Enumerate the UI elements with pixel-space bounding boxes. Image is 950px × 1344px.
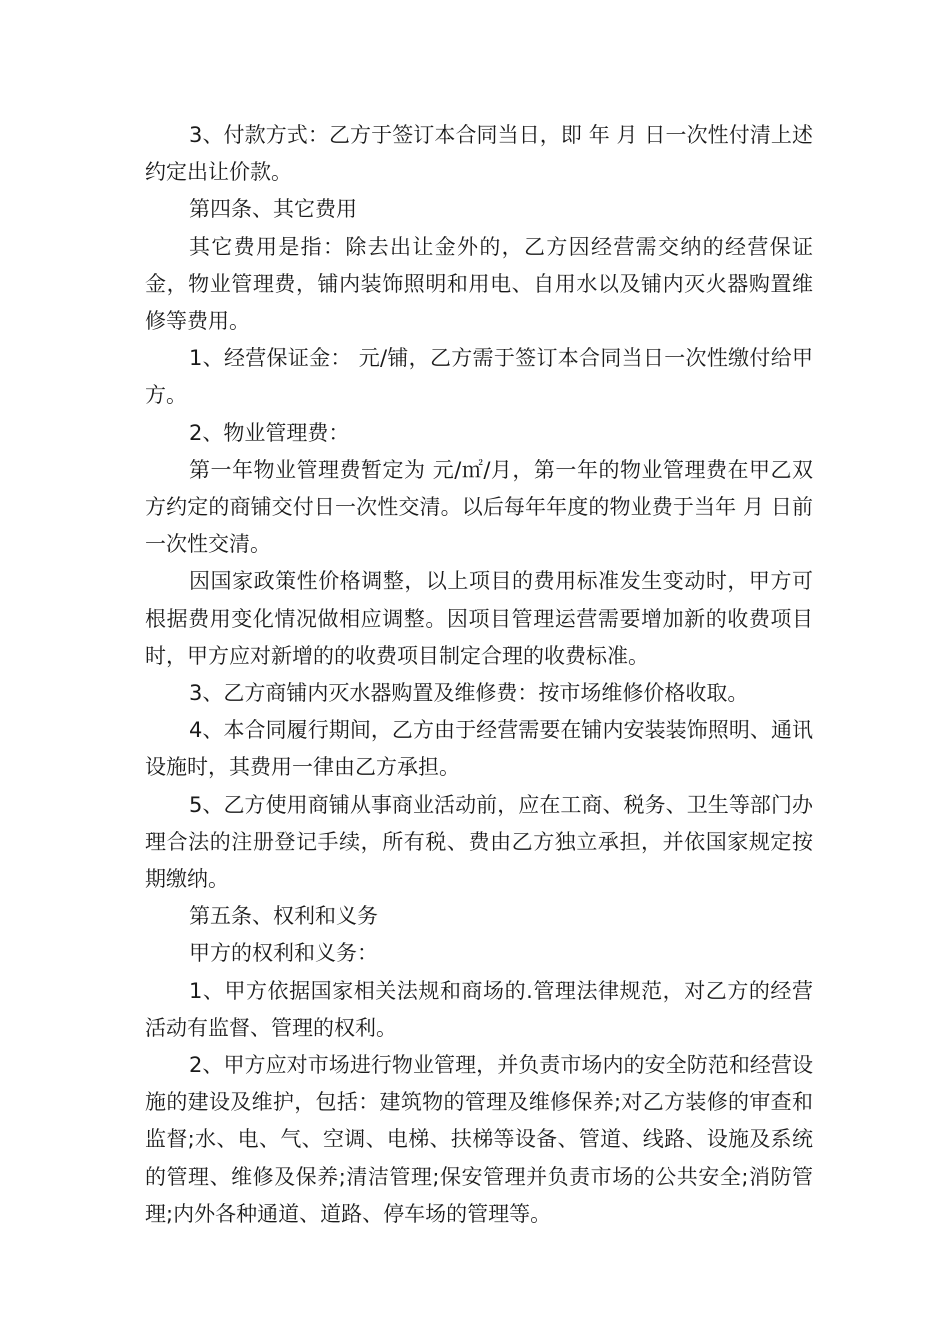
paragraph-price-adjustment: 因国家政策性价格调整，以上项目的费用标准发生变动时，甲方可根据费用变化情况做相应调整。因项目管理运营需要增加新的收费项目时，甲方应对新增的的收费项目制定合理的收费标准。 [145, 569, 813, 668]
heading-article-4: 第四条、其它费用 [189, 197, 357, 222]
paragraph-property-fee-terms: 第一年物业管理费暂定为 元/㎡/月，第一年的物业管理费在甲乙双方约定的商铺交付日一次性交清。以后每年年度的物业费于当年 月 日前一次性交清。 [145, 457, 813, 557]
paragraph-deposit: 1、经营保证金： 元/铺，乙方需于签订本合同当日一次性缴付给甲方。 [145, 346, 813, 408]
heading-article-5: 第五条、权利和义务 [189, 904, 378, 929]
paragraph-extinguisher-fee: 3、乙方商铺内灭水器购置及维修费：按市场维修价格收取。 [189, 681, 749, 706]
paragraph-party-a-right-2: 2、甲方应对市场进行物业管理，并负责市场内的安全防范和经营设施的建设及维护，包括：建筑物的管理及维修保养;对乙方装修的审查和监督;水、电、气、空调、电梯、扶梯等设备、管道、线路、设施及系统的管理、维修及保养;清洁管理;保安管理并负责市场的公共安全;消防管理;内外各种通道、道路、停车场的管理等。 [145, 1053, 813, 1226]
paragraph-payment-method: 3、付款方式：乙方于签订本合同当日，即 年 月 日一次性付清上述约定出让价款。 [145, 123, 813, 185]
paragraph-other-fees-definition: 其它费用是指：除去出让金外的，乙方因经营需交纳的经营保证金，物业管理费，铺内装饰照明和用电、自用水以及铺内灭火器购置维修等费用。 [145, 234, 813, 334]
paragraph-registration-taxes: 5、乙方使用商铺从事商业活动前，应在工商、税务、卫生等部门办理合法的注册登记手续，所有税、费由乙方独立承担，并依国家规定按期缴纳。 [145, 792, 813, 892]
document-body [145, 117, 813, 1233]
heading-party-a-rights: 甲方的权利和义务： [189, 941, 378, 966]
paragraph-property-fee-title: 2、物业管理费： [189, 420, 350, 445]
paragraph-installation-cost: 4、本合同履行期间，乙方由于经营需要在铺内安装装饰照明、通讯设施时，其费用一律由乙方承担。 [145, 718, 813, 780]
paragraph-party-a-right-1: 1、甲方依据国家相关法规和商场的.管理法律规范，对乙方的经营活动有监督、管理的权利。 [145, 978, 813, 1040]
